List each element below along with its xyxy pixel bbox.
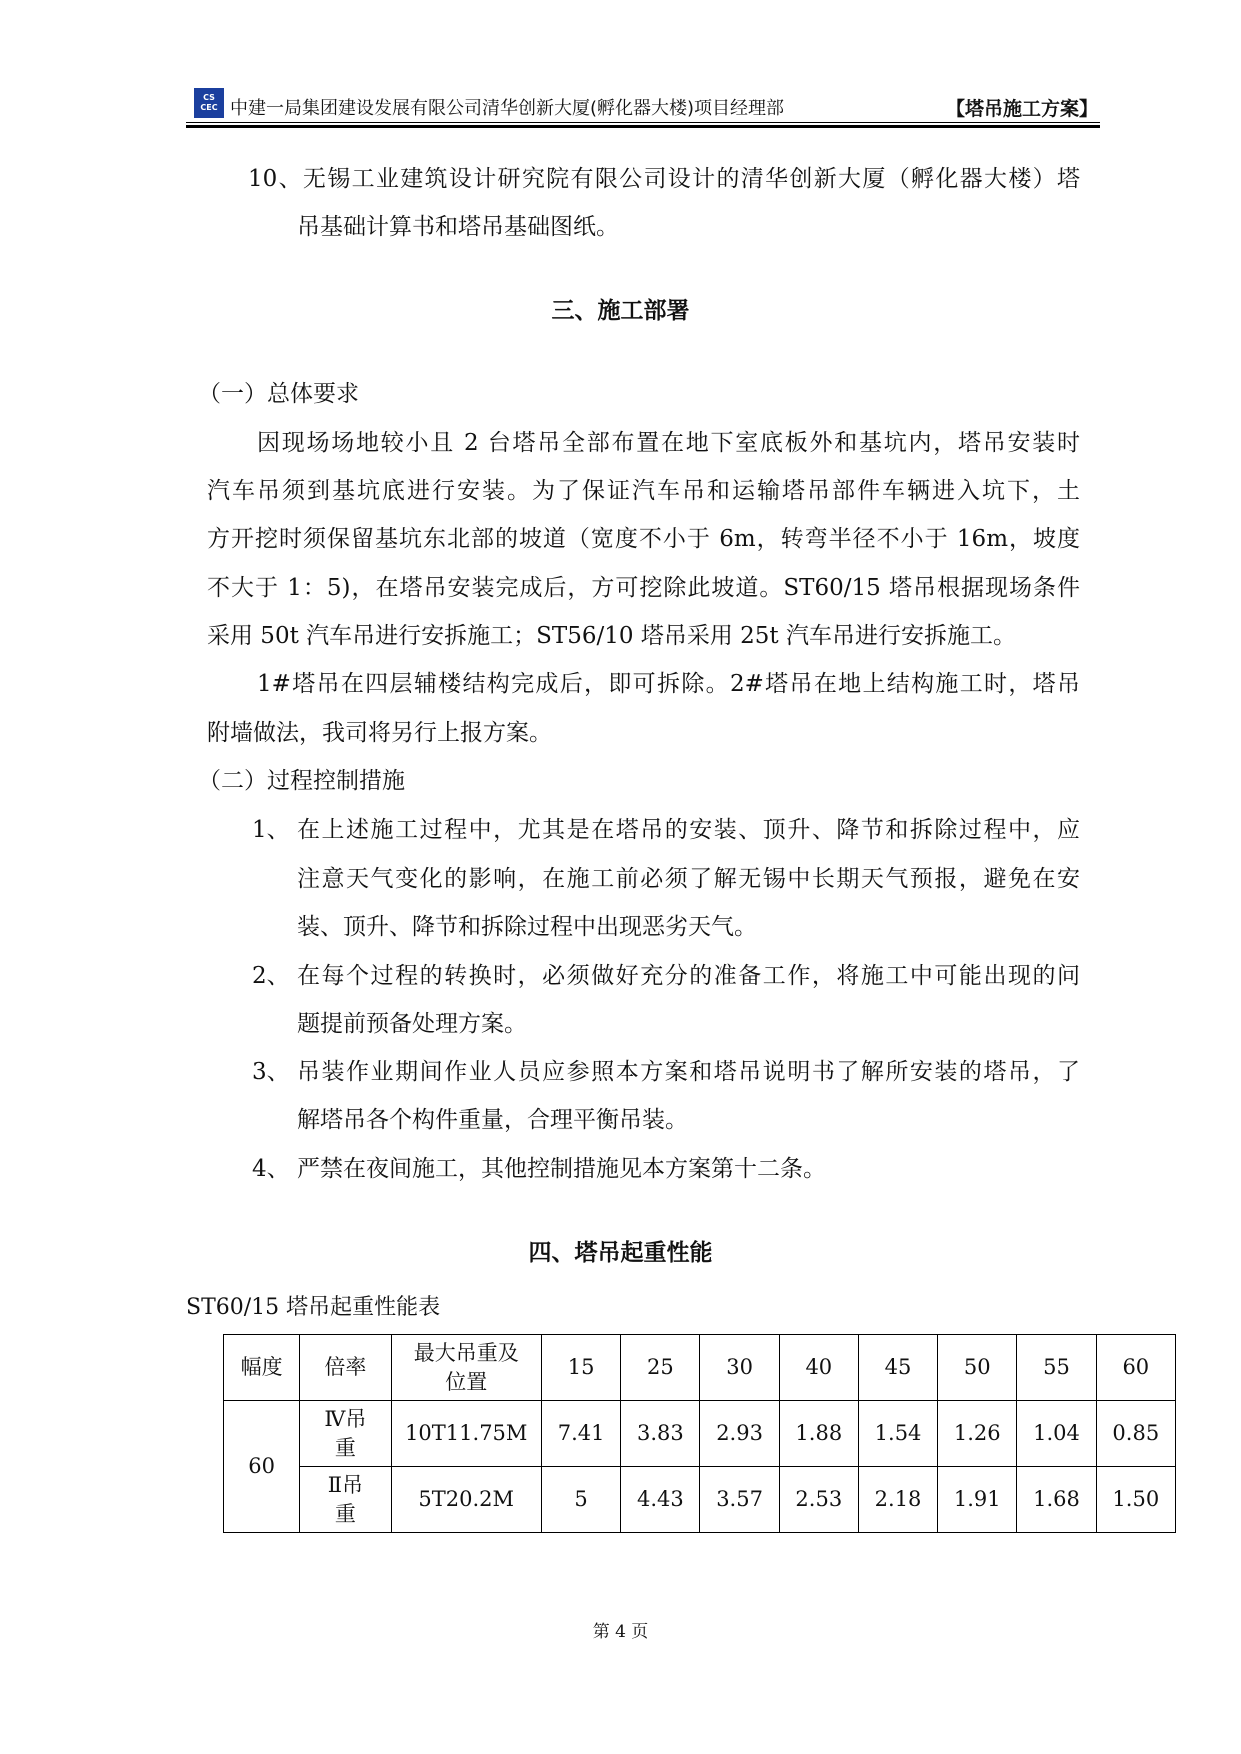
rate-cell	[300, 1401, 391, 1467]
load-cell: 2.93	[700, 1401, 779, 1467]
load-cell: 2.18	[858, 1467, 937, 1533]
header-cell-radius: 60	[1096, 1335, 1175, 1401]
load-cell: 0.85	[1096, 1401, 1175, 1467]
max-load-cell: 10T11.75M	[391, 1401, 541, 1467]
basis-item-10-line2: 吊基础计算书和塔吊基础图纸。	[297, 214, 619, 240]
header-cell-radius: 45	[858, 1335, 937, 1401]
page-header	[186, 86, 1100, 122]
header-cell-radius: 15	[541, 1335, 620, 1401]
load-cell: 1.26	[938, 1401, 1017, 1467]
basis-item-10-line1: 10、无锡工业建筑设计研究院有限公司设计的清华创新大厦（孵化器大楼）塔	[248, 166, 1080, 192]
table-caption: ST60/15 塔吊起重性能表	[186, 1295, 441, 1320]
measure-line: 注意天气变化的影响，在施工前必须了解无锡中长期天气预报，避免在安	[297, 866, 1080, 892]
rate-line1: Ⅱ吊	[327, 1472, 364, 1497]
rate-line2: 重	[334, 1501, 356, 1526]
rate-line2: 重	[334, 1435, 356, 1460]
header-cell-radius: 25	[621, 1335, 700, 1401]
company-logo: CS CEC	[194, 88, 224, 118]
para1-line: 不大于 1：5)，在塔吊安装完成后，方可挖除此坡道。ST60/15 塔吊根据现场条件	[207, 575, 1080, 601]
table-row	[224, 1401, 1176, 1467]
page-number: 第 4 页	[592, 1622, 649, 1642]
rate-cell	[300, 1467, 391, 1533]
header-rule-thick	[186, 125, 1100, 128]
section-3-title: 三、施工部署	[551, 298, 690, 324]
load-cell: 1.91	[938, 1467, 1017, 1533]
load-cell: 1.50	[1096, 1467, 1175, 1533]
max-load-cell: 5T20.2M	[391, 1467, 541, 1533]
para2-line: 1#塔吊在四层辅楼结构完成后，即可拆除。2#塔吊在地上结构施工时，塔吊	[257, 671, 1080, 697]
header-cell-radius: 55	[1017, 1335, 1096, 1401]
header-max-line2: 位置	[445, 1369, 488, 1394]
measure-number: 2、	[252, 963, 290, 989]
para2-line: 附墙做法，我司将另行上报方案。	[207, 720, 552, 746]
load-cell: 4.43	[621, 1467, 700, 1533]
document-title: 【塔吊施工方案】	[945, 98, 1098, 120]
load-cell: 3.83	[621, 1401, 700, 1467]
measure-line: 严禁在夜间施工，其他控制措施见本方案第十二条。	[297, 1156, 826, 1182]
measure-line: 装、顶升、降节和拆除过程中出现恶劣天气。	[297, 914, 757, 940]
header-rule-thin	[186, 122, 1100, 123]
measure-number: 4、	[252, 1156, 290, 1182]
table-header-row	[224, 1335, 1176, 1401]
section-4-title: 四、塔吊起重性能	[528, 1240, 713, 1266]
header-max-line1: 最大吊重及	[413, 1340, 519, 1365]
measure-line: 在每个过程的转换时，必须做好充分的准备工作，将施工中可能出现的问	[297, 963, 1080, 989]
measure-line: 吊装作业期间作业人员应参照本方案和塔吊说明书了解所安装的塔吊，了	[297, 1059, 1080, 1085]
load-cell: 1.04	[1017, 1401, 1096, 1467]
load-cell: 3.57	[700, 1467, 779, 1533]
lifting-capacity-table	[223, 1334, 1176, 1533]
header-cell-beilv: 倍率	[300, 1335, 391, 1401]
load-cell: 1.88	[779, 1401, 858, 1467]
section-3-sub2: （二）过程控制措施	[198, 768, 405, 794]
load-cell: 7.41	[541, 1401, 620, 1467]
section-3-sub1: （一）总体要求	[198, 381, 359, 407]
header-cell-radius: 30	[700, 1335, 779, 1401]
header-cell-radius: 40	[779, 1335, 858, 1401]
measure-line: 解塔吊各个构件重量，合理平衡吊装。	[297, 1107, 688, 1133]
header-cell-max-load	[391, 1335, 541, 1401]
load-cell: 1.68	[1017, 1467, 1096, 1533]
measure-number: 1、	[252, 817, 290, 843]
jib-length-cell: 60	[224, 1401, 300, 1533]
header-cell-radius: 50	[938, 1335, 1017, 1401]
rate-line1: Ⅳ吊	[324, 1406, 367, 1431]
para1-line: 因现场场地较小且 2 台塔吊全部布置在地下室底板外和基坑内，塔吊安装时	[257, 430, 1080, 456]
company-name: 中建一局集团建设发展有限公司清华创新大厦(孵化器大楼)项目经理部	[230, 98, 785, 119]
para1-line: 方开挖时须保留基坑东北部的坡道（宽度不小于 6m，转弯半径不小于 16m，坡度	[207, 526, 1080, 552]
load-cell: 2.53	[779, 1467, 858, 1533]
para1-line: 采用 50t 汽车吊进行安拆施工；ST56/10 塔吊采用 25t 汽车吊进行安拆施工。	[207, 623, 1016, 649]
measure-line: 在上述施工过程中，尤其是在塔吊的安装、顶升、降节和拆除过程中，应	[297, 817, 1080, 843]
measure-number: 3、	[252, 1059, 290, 1085]
load-cell: 1.54	[858, 1401, 937, 1467]
header-cell-fudu: 幅度	[224, 1335, 300, 1401]
para1-line: 汽车吊须到基坑底进行安装。为了保证汽车吊和运输塔吊部件车辆进入坑下，土	[207, 478, 1080, 504]
load-cell: 5	[541, 1467, 620, 1533]
measure-line: 题提前预备处理方案。	[297, 1011, 527, 1037]
table-row	[224, 1467, 1176, 1533]
